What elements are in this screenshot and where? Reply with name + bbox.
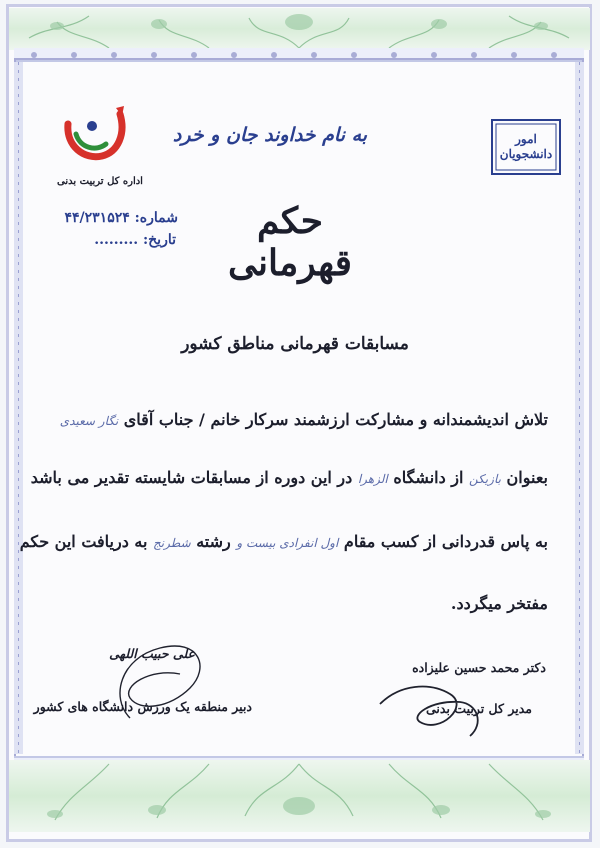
student-affairs-logo-text: امور دانشجویان	[499, 132, 553, 161]
student-affairs-logo	[490, 118, 562, 176]
rank-handwritten: اول انفرادی بیست و	[236, 536, 339, 550]
logo-caption: اداره کل تربیت بدنی	[57, 176, 143, 187]
right-side-ornament	[575, 62, 584, 754]
body-line-3-a: به پاس قدردانی از کسب مقام	[343, 532, 548, 551]
discipline-handwritten: شطرنج	[153, 536, 191, 550]
body-line-4: مفتخر میگردد.	[450, 594, 548, 613]
left-signature	[100, 628, 220, 738]
role-handwritten: بازیکن	[469, 472, 501, 486]
body-line-3-c: به دریافت این حکم	[19, 532, 148, 551]
reference-number: شماره: ۴۴/۲۳۱۵۲۴	[64, 210, 178, 226]
reference-date: تاریخ: .........	[94, 232, 176, 248]
right-signatory-name: دکتر محمد حسین علیزاده	[412, 660, 546, 675]
body-line-1-text: تلاش اندیشمندانه و مشارکت ارزشمند سرکار خانم / جناب آقای	[123, 410, 548, 429]
left-side-ornament	[14, 62, 23, 754]
body-line-3-b: رشته	[196, 532, 231, 551]
body-line-2-a: بعنوان	[506, 468, 548, 487]
page-title: حکم قهرمانی	[228, 200, 352, 284]
physical-education-logo	[62, 104, 132, 164]
body-line-2-b: از دانشگاه	[393, 468, 464, 487]
body-line-2	[30, 468, 548, 487]
left-signatory-title: دبیر منطقه یک ورزش دانشگاه های کشور	[33, 699, 252, 714]
recipient-name: نگار سعیدی	[59, 414, 119, 428]
body-line-2-c: در این دوره از مسابقات شایسته تقدیر می باشد	[30, 468, 353, 487]
body-line-1	[40, 410, 548, 429]
top-floral-band	[9, 8, 590, 50]
right-signatory-title: مدیر کل تربیت بدنی	[426, 701, 532, 716]
left-signatory-name: علی حبیب اللهی	[109, 646, 195, 661]
bottom-floral-band	[9, 760, 590, 832]
right-signature	[360, 664, 500, 744]
basmala-heading: به نام خداوند جان و خرد	[172, 124, 368, 146]
body-line-3	[19, 532, 548, 551]
competition-subtitle: مسابقات قهرمانی مناطق کشور	[181, 334, 409, 354]
university-handwritten: الزهرا	[357, 472, 388, 486]
